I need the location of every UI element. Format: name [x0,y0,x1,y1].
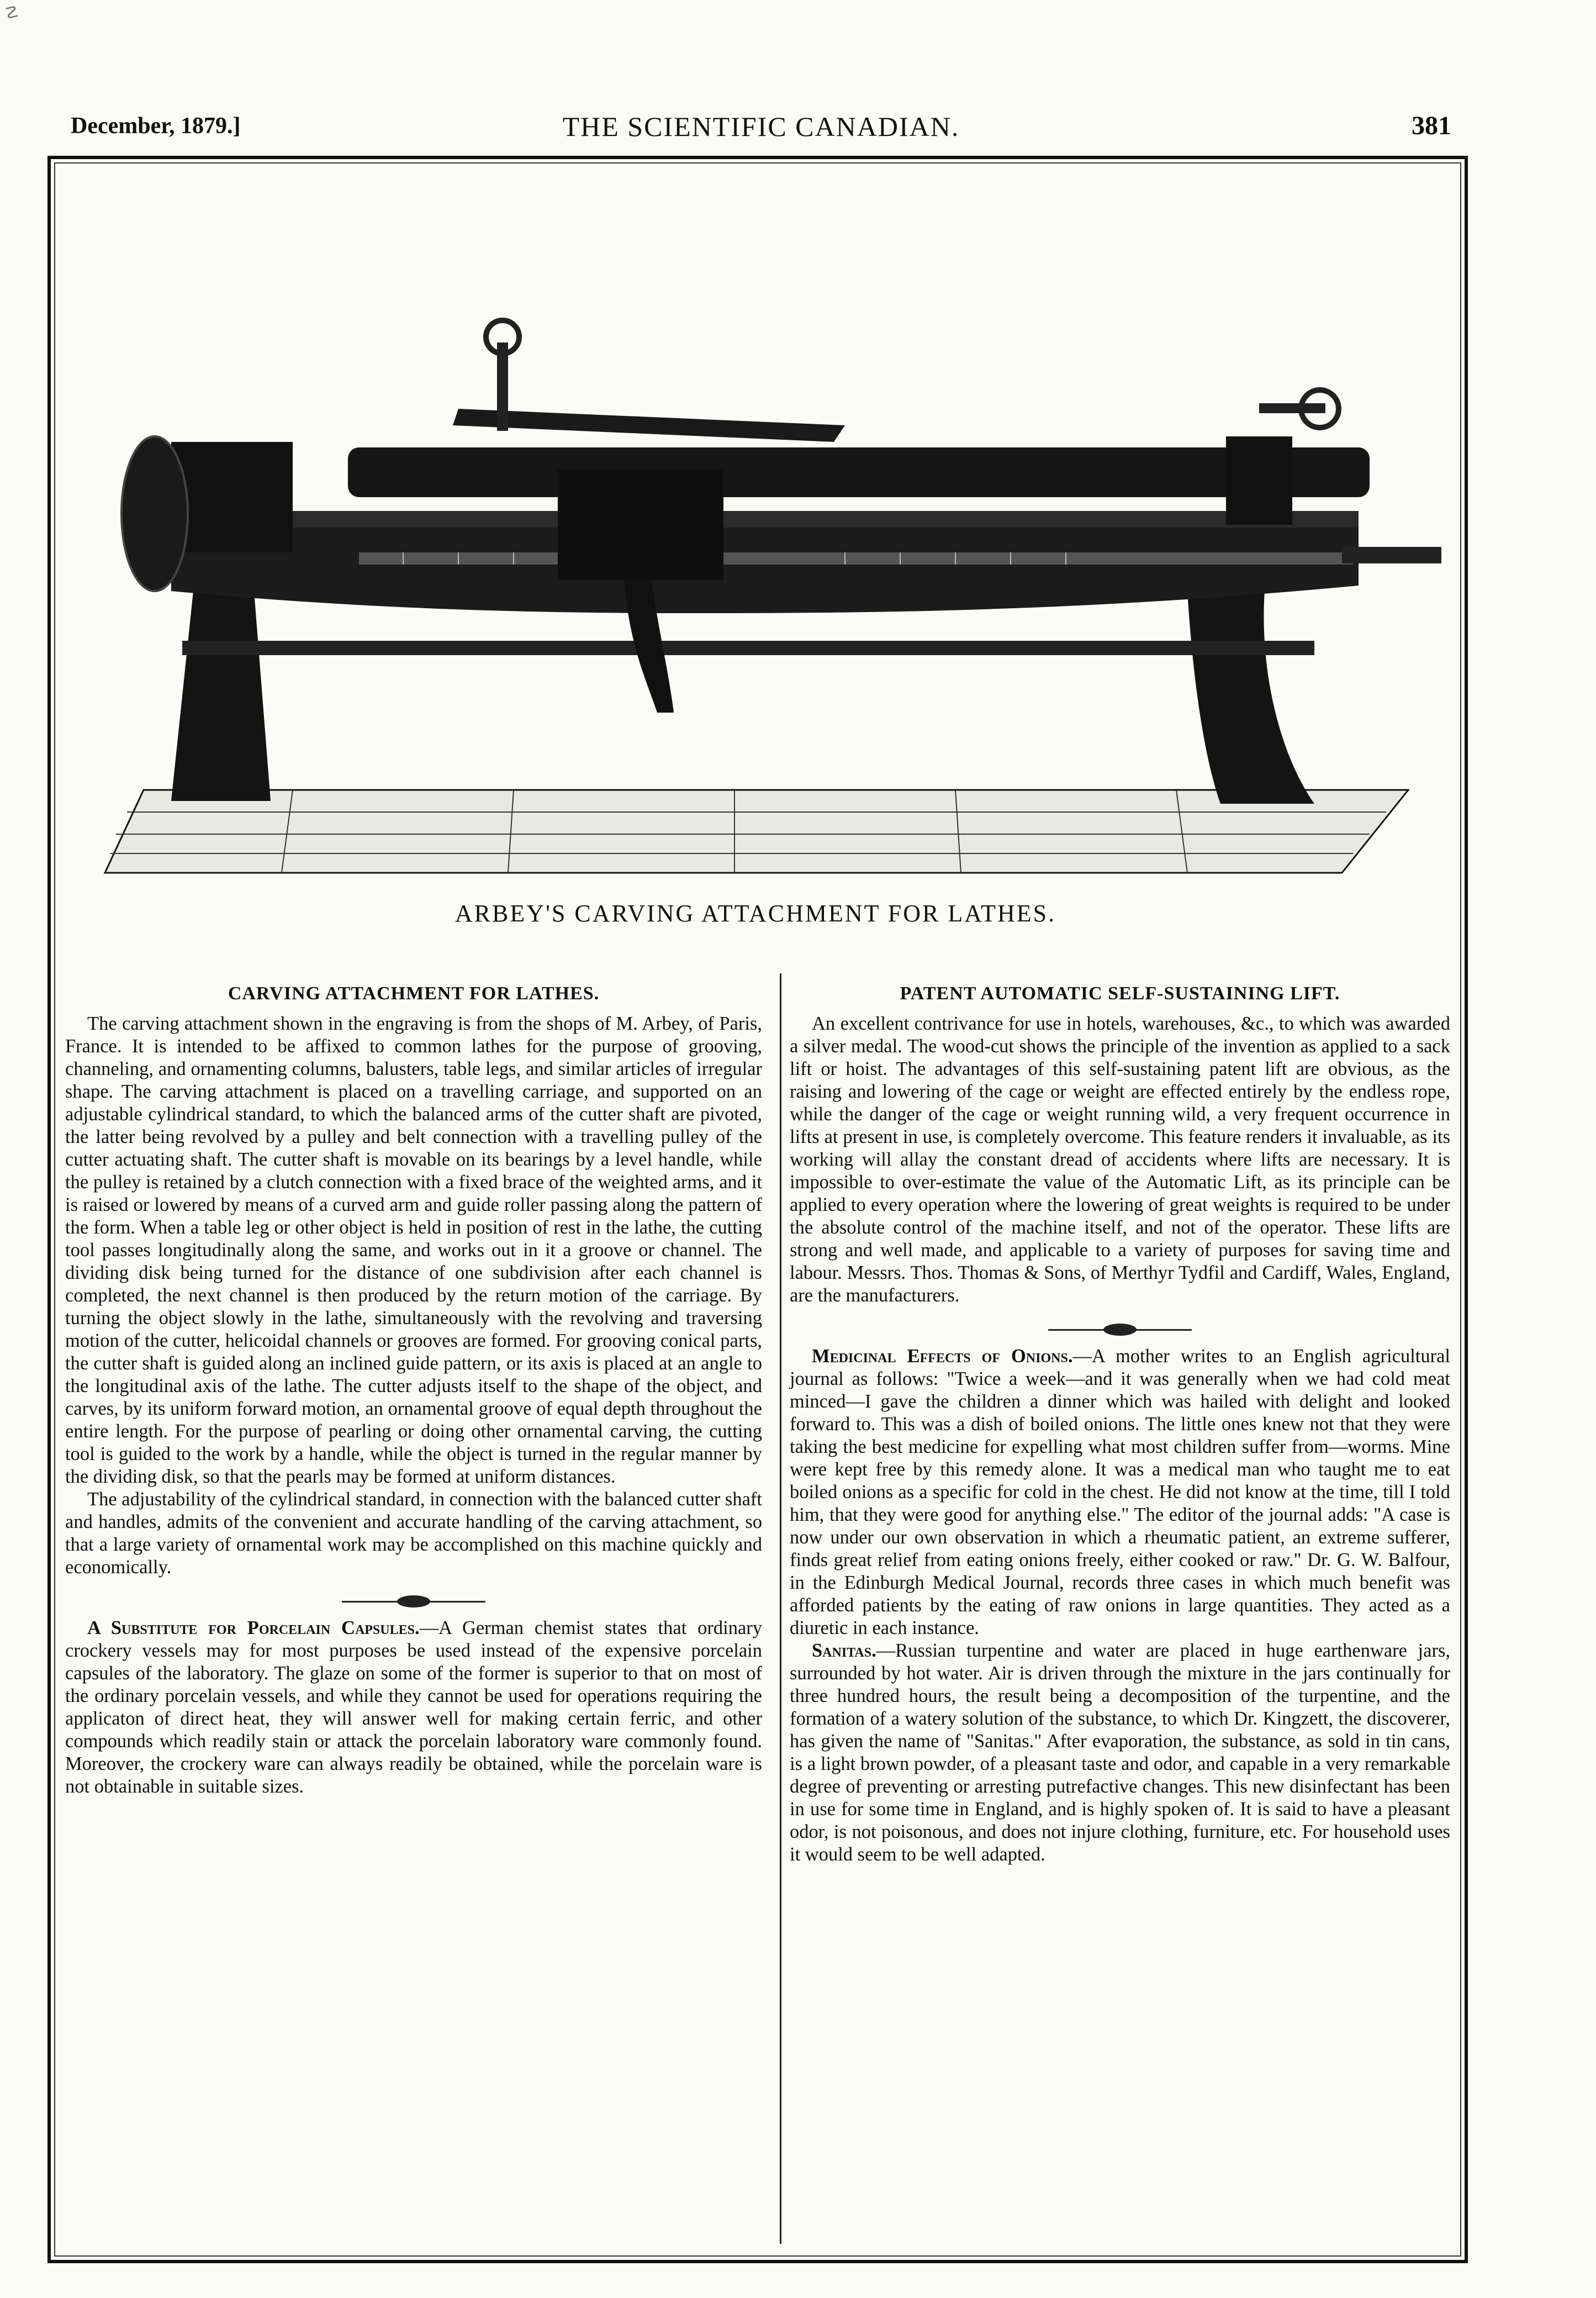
automatic-lift-paragraph: An excellent contrivance for use in hotels, warehouses, &c., to which was awarded a silver medal. The wood-cut shows the principle of the invention as applied to a sack lift or hoist. The advantages of this self-sustaining patent lift are obvious, as the raising and lowering of the cage or weight are effected entirely by the endless rope, while the danger of the cage or weight running wild, a very frequent occurrence in lifts at present in use, is completely overcome. This feature renders it invaluable, as its working will allay the constant dread of accidents where lifts are necessary. It is impossible to over-estimate the value of the Automatic Lift, as its principle can be applied to every operation where the lowering of great weights is required to be under the absolute control of the machine itself, and not of the operator. These lifts are strong and well made, and applicable to a variety of purposes for saving time and labour. Messrs. Thos. Thomas & Sons, of Merthyr Tydfil and Cardiff, Wales, England, are the manufacturers. [790,1013,1450,1306]
automatic-lift-heading: PATENT AUTOMATIC SELF-SUSTAINING LIFT. [900,983,1340,1004]
carving-attachment-paragraph-1: The carving attachment shown in the engraving is from the shops of M. Arbey, of Paris, France. It is intended to be affixed to common lathes for the purpose of grooving, channeling, and ornamenting columns, balusters, table legs, and similar articles of irregular shape. The carving attachment is placed on a travelling carriage, and supported on an adjustable cylindrical standard, to which the balanced arms of the cutter shaft are pivoted, the latter being revolved by a pulley and belt connection with a travelling pulley of the cutter actuating shaft. The cutter shaft is movable on its bearings by a level handle, while the pulley is retained by a clutch connection with a fixed brace of the weighted arms, and it is raised or lowered by means of a curved arm and guide roller passing along the pattern of the form. When a table leg or other object is held in position of rest in the lathe, the cutting tool passes longitudinally along the same, and works out in it a groove or channel. The dividing disk being turned for the distance of one subdivision after each channel is completed, the next channel is then produced by the return motion of the carriage. By turning the object slowly in the lathe, simultaneously with the revolving and traversing motion of the cutter, helicoidal channels or grooves are formed. For grooving conical parts, the cutter shaft is guided along an inclined guide pattern, or its axis is placed at an angle to the longitudinal axis of the lathe. The cutter adjusts itself to the shape of the object, and carves, by its uniform forward motion, an ornamental groove of equal depth throughout the entire length. For the purpose of pearling or doing other ornamental carving, the cutting tool is guided to the work by a handle, while the object is turned in the regular manner by the dividing disk, so that the pearls may be formed at uniform distances. [65,1013,762,1487]
journal-title: THE SCIENTIFIC CANADIAN. [562,111,960,142]
page-header [71,108,1451,141]
porcelain-capsules-text: —A German chemist states that ordinary crockery vessels may for most purposes be used instead of the expensive porcelain capsules of the laboratory. The glaze on some of the former is superior to that on most of the ordinary porcelain vessels, and while they cannot be used for operations requiring the applicaton of direct heat, they will answer well for making certain ferric, and other compounds which readily stain or attack the porcelain laboratory ware commonly found. Moreover, the crockery ware can always readily be obtained, while the porcelain ware is not obtainable in suitable sizes. [65,1617,762,1797]
right-column [790,982,1450,1866]
sanitas-article [790,1640,1450,1866]
onions-text: —A mother writes to an English agricultural journal as follows: "Twice a week—and it was generally when we had cold meat minced—I gave the children a dinner which was hailed with delight and looked forward to. This was a dish of boiled onions. The little ones knew not that they were taking the best medicine for expelling what most children suffer from—worms. Mine were kept free by this remedy alone. It was a medical man who taught me to eat boiled onions as a specific for cold in the chest. He did not know at the time, till I told him, that they were good for anything else." The editor of the journal adds: "A case is now under our own observation in which a rheumatic patient, an extreme sufferer, finds great relief from eating onions freely, either cooked or raw." Dr. G. W. Balfour, in the Edinburgh Medical Journal, records three cases in which much benefit was afforded patients by the eating of raw onions in large quantities. They acted as a diuretic in each instance. [790,1346,1451,1638]
sanitas-text: —Russian turpentine and water are placed in huge earthenware jars, surrounded by hot water. Air is driven through the mixture in the jars continually for three hundred hours, the result being a decomposition of the turpentine, and the formation of a watery solution of the substance, to which Dr. Kingzett, the discoverer, has given the name of "Sanitas." After evaporation, the substance, as sold in tin cans, is a light brown powder, of a pleasant taste and odor, and capable in a very remarkable degree of preventing or arresting putrefactive changes. This new disinfectant has been in use for some time in England, and is highly spoken of. It is said to have a pleasant odor, is not poisonous, and does not injure clothing, furniture, etc. For household uses it would seem to be well adapted. [790,1640,1450,1865]
page-number: 381 [1412,111,1451,140]
lathe-engraving-illustration [72,260,1463,878]
onions-article [790,1345,1450,1640]
left-column [65,982,762,1798]
porcelain-capsules-lead: A Substitute for Porcelain Capsules. [87,1617,420,1638]
sanitas-lead: Sanitas. [812,1640,876,1661]
issue-date: December, 1879.] [71,113,241,139]
carving-attachment-heading: CARVING ATTACHMENT FOR LATHES. [228,983,600,1004]
porcelain-capsules-article [65,1617,762,1798]
section-separator [342,1601,485,1603]
section-separator [1048,1329,1192,1331]
column-divider [780,973,781,2244]
scan-mark: ☡ [4,4,19,22]
illustration-caption: ARBEY'S CARVING ATTACHMENT FOR LATHES. [455,900,1056,927]
onions-lead: Medicinal Effects of Onions. [812,1346,1073,1367]
carving-attachment-paragraph-2: The adjustability of the cylindrical standard, in connection with the balanced cutter shaft and handles, admits of the convenient and accurate handling of the carving attachment, so that a large variety of ornamental work may be accomplished on this machine quickly and economically. [65,1489,762,1578]
